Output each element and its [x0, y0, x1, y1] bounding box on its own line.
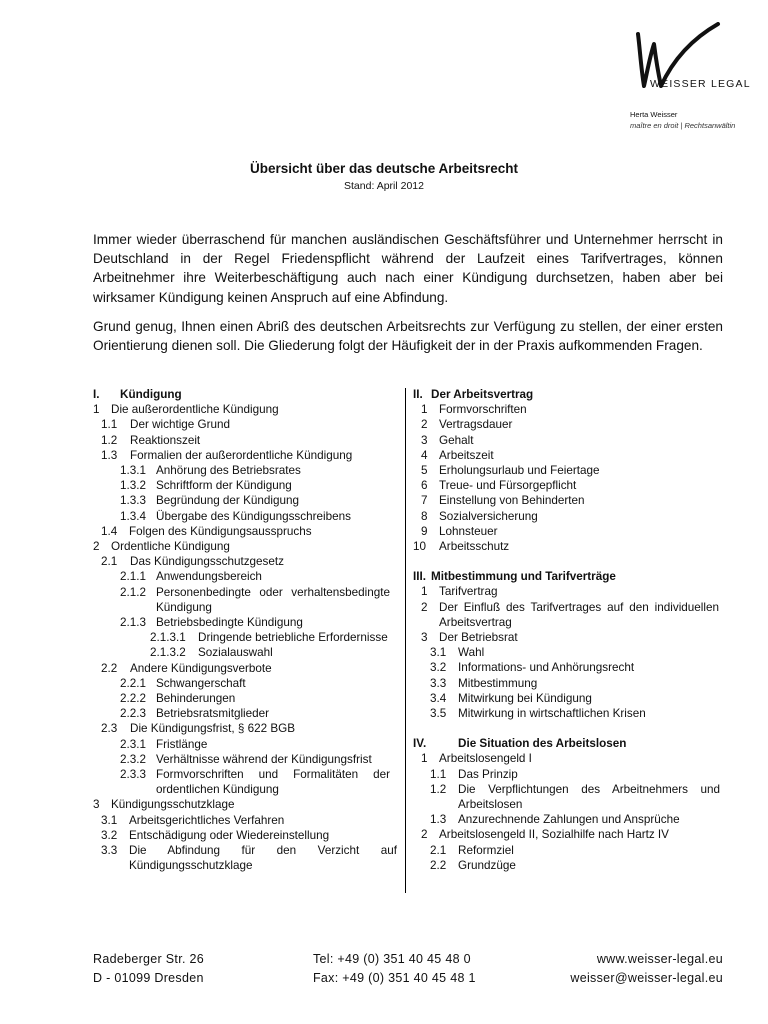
toc-item: [93, 417, 398, 432]
footer-street: Radeberger Str. 26: [93, 952, 205, 966]
toc-label: Grundzüge: [458, 858, 516, 872]
toc-label: Reaktionszeit: [130, 433, 201, 447]
toc-number: 2.2: [101, 661, 118, 675]
toc-label: Ordentliche Kündigung: [111, 540, 230, 554]
toc-number: 2.1.2: [120, 585, 146, 599]
toc-label: Mitbestimmung: [458, 676, 538, 690]
toc-label: Die Situation des Arbeitslosen: [458, 737, 627, 751]
toc-label: Folgen des Kündigungsausspruchs: [129, 524, 312, 538]
toc-item: [413, 448, 725, 463]
toc-label: Anzurechnende Zahlungen und Ansprüche: [458, 813, 680, 827]
toc-label: Informations- und Anhörungsrecht: [458, 661, 635, 675]
toc-number: 2.2: [430, 858, 447, 872]
footer-website-link[interactable]: www.weisser-legal.eu: [596, 952, 723, 966]
toc-number: 1.2: [101, 433, 118, 447]
toc-label: Einstellung von Behinderten: [439, 494, 585, 508]
toc-label: Das Kündigungsschutzgesetz: [130, 555, 284, 569]
toc-section-header: [413, 736, 725, 751]
toc-item: [413, 767, 725, 782]
footer-tel: Tel: +49 (0) 351 40 45 48 0: [313, 952, 471, 966]
toc-item: [93, 676, 398, 691]
toc-item: [413, 645, 725, 660]
toc-number: 2.1: [101, 555, 118, 569]
toc-label: Der wichtige Grund: [130, 418, 231, 432]
toc-label: Erholungsurlaub und Feiertage: [439, 464, 600, 478]
footer-city: D - 01099 Dresden: [93, 971, 204, 985]
toc-number: 1: [421, 752, 428, 766]
toc-label: Dringende betriebliche Erfordernisse: [198, 631, 388, 645]
toc-number: 2: [421, 418, 428, 432]
intro-paragraph-1: Immer wieder überraschend für manchen ausländischen Geschäftsführer und Unternehmer herrscht in Deutschland in der Regel Friedenspflicht während der Laufzeit eines Tarifvertrages, können Arbeitnehmer ihre Weiterbeschäftigung auch nach einer Kündigung durchsetzen, haben aber bei wirksamer Kündigung keinen Anspruch auf eine Abfindung.: [93, 232, 723, 305]
footer-address: [93, 950, 204, 988]
toc-label: Begründung der Kündigung: [156, 494, 299, 508]
toc-item: [93, 645, 398, 660]
toc-number: 1.2: [430, 782, 447, 796]
toc-number: 1.1: [101, 418, 118, 432]
toc-item: [93, 569, 398, 584]
toc-item: [93, 478, 398, 493]
toc-number: 1.3.1: [120, 464, 146, 478]
toc-label: Personenbedingte oder verhaltensbedingte Kündigung: [156, 585, 390, 614]
toc-label: Arbeitslosengeld I: [439, 752, 532, 766]
toc-section-header: [413, 387, 725, 402]
toc-label: Gehalt: [439, 433, 474, 447]
toc-item: [93, 813, 398, 828]
toc-item: [93, 706, 398, 721]
toc-number: 10: [413, 540, 427, 554]
toc-number: 7: [421, 494, 428, 508]
toc-label: Arbeitsgerichtliches Verfahren: [129, 813, 285, 827]
toc-label: Arbeitslosengeld II, Sozialhilfe nach Hartz IV: [439, 828, 669, 842]
document-date: Stand: April 2012: [344, 180, 424, 192]
toc-label: Schwangerschaft: [156, 676, 246, 690]
toc-item: [413, 691, 725, 706]
toc-item: [93, 767, 390, 797]
toc-label: Der Arbeitsvertrag: [431, 388, 534, 401]
toc-label: Wahl: [458, 646, 485, 660]
toc-number: 3: [93, 798, 100, 812]
toc-number: 3: [421, 631, 428, 645]
toc-number: 1.3.3: [120, 494, 146, 508]
toc-item: [93, 554, 398, 569]
toc-number: 3.2: [430, 661, 447, 675]
toc-label: Entschädigung oder Wiedereinstellung: [129, 828, 330, 842]
toc-item: [93, 524, 398, 539]
toc-item: [93, 463, 398, 478]
toc-number: 1.3.4: [120, 509, 146, 523]
toc-item: [93, 752, 398, 767]
toc-number: 2.1: [430, 843, 447, 857]
toc-number: 1: [421, 585, 428, 599]
toc-label: Anwendungsbereich: [156, 570, 262, 584]
toc-item: [93, 585, 390, 615]
toc-number: 2.1.1: [120, 570, 146, 584]
toc-label: Formalien der außerordentliche Kündigung: [130, 448, 353, 462]
toc-label: Mitbestimmung und Tarifverträge: [431, 570, 616, 584]
toc-item: [93, 539, 398, 554]
column-divider: [405, 388, 406, 893]
toc-item: [93, 493, 398, 508]
toc-label: Das Prinzip: [458, 767, 518, 781]
toc-item: [413, 463, 725, 478]
toc-item: [413, 630, 725, 645]
toc-section-header: [413, 569, 725, 584]
toc-item: [413, 751, 725, 766]
toc-label: Schriftform der Kündigung: [156, 479, 292, 493]
footer-email-link[interactable]: weisser@weisser-legal.eu: [570, 971, 723, 985]
toc-item: [93, 402, 398, 417]
footer-phone: [313, 950, 476, 988]
toc-label: Betriebsratsmitglieder: [156, 707, 270, 721]
toc-number: 1: [421, 403, 428, 417]
toc-number: 4: [421, 448, 428, 462]
toc-item: [93, 721, 398, 736]
toc-right-column: [413, 387, 725, 873]
toc-number: 1.3.2: [120, 479, 146, 493]
toc-label: Arbeitszeit: [439, 448, 494, 462]
toc-label: Andere Kündigungsverbote: [130, 661, 272, 675]
toc-label: Verhältnisse während der Kündigungsfrist: [156, 752, 372, 766]
toc-number: 2.1.3: [120, 616, 146, 630]
toc-number: 6: [421, 479, 428, 493]
toc-label: Mitwirkung in wirtschaftlichen Krisen: [458, 707, 646, 721]
toc-number: 2.1.3.1: [150, 631, 186, 645]
toc-label: Reformziel: [458, 843, 514, 857]
toc-item: [413, 539, 725, 554]
toc-label: Mitwirkung bei Kündigung: [458, 691, 592, 705]
toc-number: 3.3: [430, 676, 447, 690]
toc-label: Tarifvertrag: [439, 585, 498, 599]
toc-label: Vertragsdauer: [439, 418, 513, 432]
toc-left-column: [93, 387, 398, 874]
toc-number: I.: [93, 388, 100, 401]
toc-number: 1: [93, 403, 100, 417]
toc-number: 3.1: [101, 813, 118, 827]
toc-label: Sozialversicherung: [439, 509, 538, 523]
toc-number: 1.3: [430, 813, 447, 827]
toc-number: 3.1: [430, 646, 447, 660]
intro-paragraph-2: Grund genug, Ihnen einen Abriß des deutschen Arbeitsrechts zur Verfügung zu stellen, der einer ersten Orientierung dienen soll. Die Gliederung folgt der Häufigkeit der in der Praxis aufkommenden Fragen.: [93, 319, 723, 354]
toc-number: 2.3.2: [120, 752, 146, 766]
toc-number: 2.1.3.2: [150, 646, 186, 660]
toc-item: [413, 782, 720, 812]
toc-item: [413, 676, 725, 691]
toc-number: 3.4: [430, 691, 447, 705]
toc-item: [413, 417, 725, 432]
toc-item: [413, 858, 725, 873]
toc-item: [413, 827, 725, 842]
logo: [630, 20, 750, 140]
toc-item: [413, 584, 725, 599]
toc-item: [93, 630, 398, 645]
toc-item: [413, 706, 725, 721]
toc-number: 1.4: [101, 524, 118, 538]
toc-number: 3.5: [430, 707, 447, 721]
toc-item: [93, 433, 398, 448]
toc-item: [413, 600, 719, 630]
toc-number: 2.2.2: [120, 692, 146, 706]
toc-number: 8: [421, 509, 428, 523]
toc-number: III.: [413, 570, 426, 584]
toc-number: 9: [421, 524, 428, 538]
toc-item: [93, 615, 398, 630]
footer-contact: [570, 950, 723, 988]
toc-number: 2: [421, 600, 428, 614]
logo-brand: WEISSER LEGAL: [650, 78, 751, 90]
toc-number: 3: [421, 433, 428, 447]
toc-number: 1.1: [430, 767, 447, 781]
toc-number: 2: [421, 828, 428, 842]
toc-item: [93, 661, 398, 676]
toc-label: Die Verpflichtungen des Arbeitnehmers und Arbeitslosen: [458, 782, 720, 812]
toc-label: Die Kündigungsfrist, § 622 BGB: [130, 722, 296, 736]
toc-number: II.: [413, 388, 423, 401]
toc-label: Der Betriebsrat: [439, 631, 518, 645]
toc-label: Formvorschriften und Formalitäten der ordentlichen Kündigung: [156, 768, 390, 797]
toc-label: Sozialauswahl: [198, 646, 273, 660]
toc-item: [93, 843, 397, 873]
toc-label: Kündigungsschutzklage: [111, 798, 235, 812]
toc-item: [413, 478, 725, 493]
toc-label: Behinderungen: [156, 692, 236, 706]
toc-label: Treue- und Fürsorgepflicht: [439, 479, 577, 493]
toc-item: [93, 797, 398, 812]
toc-label: Kündigung: [120, 388, 182, 401]
toc-number: 1.3: [101, 448, 118, 462]
toc-label: Übergabe des Kündigungsschreibens: [156, 509, 351, 523]
toc-label: Die außerordentliche Kündigung: [111, 403, 279, 417]
logo-person-name: Herta Weisser: [630, 110, 678, 119]
toc-label: Anhörung des Betriebsrates: [156, 464, 301, 478]
document-title: Übersicht über das deutsche Arbeitsrecht: [249, 161, 519, 176]
toc-item: [413, 660, 725, 675]
toc-item: [93, 737, 398, 752]
toc-number: IV.: [413, 737, 427, 751]
toc-item: [413, 433, 725, 448]
toc-number: 2.2.3: [120, 707, 146, 721]
toc-item: [93, 691, 398, 706]
toc-item: [93, 828, 398, 843]
toc-number: 2.3.1: [120, 737, 146, 751]
toc-item: [93, 509, 398, 524]
toc-label: Arbeitsschutz: [439, 540, 510, 554]
toc-item: [413, 509, 725, 524]
toc-label: Lohnsteuer: [439, 524, 498, 538]
toc-number: 3.2: [101, 828, 118, 842]
toc-item: [413, 524, 725, 539]
toc-label: Die Abfindung für den Verzicht auf Kündigungsschutzklage: [129, 844, 397, 873]
toc-number: 2.2.1: [120, 676, 146, 690]
toc-item: [413, 812, 725, 827]
toc-item: [413, 843, 725, 858]
logo-person-subtitle: maître en droit | Rechtsanwältin: [630, 121, 736, 130]
toc-label: Der Einfluß des Tarifvertrages auf den individuellen Arbeitsvertrag: [439, 600, 719, 629]
toc-number: 2: [93, 540, 100, 554]
toc-item: [413, 493, 725, 508]
toc-item: [93, 448, 398, 463]
toc-section-header: [93, 387, 398, 402]
toc-number: 5: [421, 464, 428, 478]
toc-number: 2.3.3: [120, 768, 146, 782]
toc-number: 2.3: [101, 722, 118, 736]
toc-label: Fristlänge: [156, 737, 208, 751]
toc-label: Betriebsbedingte Kündigung: [156, 616, 303, 630]
toc-label: Formvorschriften: [439, 403, 527, 417]
footer-fax: Fax: +49 (0) 351 40 45 48 1: [313, 971, 476, 985]
toc-number: 3.3: [101, 844, 118, 858]
toc-item: [413, 402, 725, 417]
